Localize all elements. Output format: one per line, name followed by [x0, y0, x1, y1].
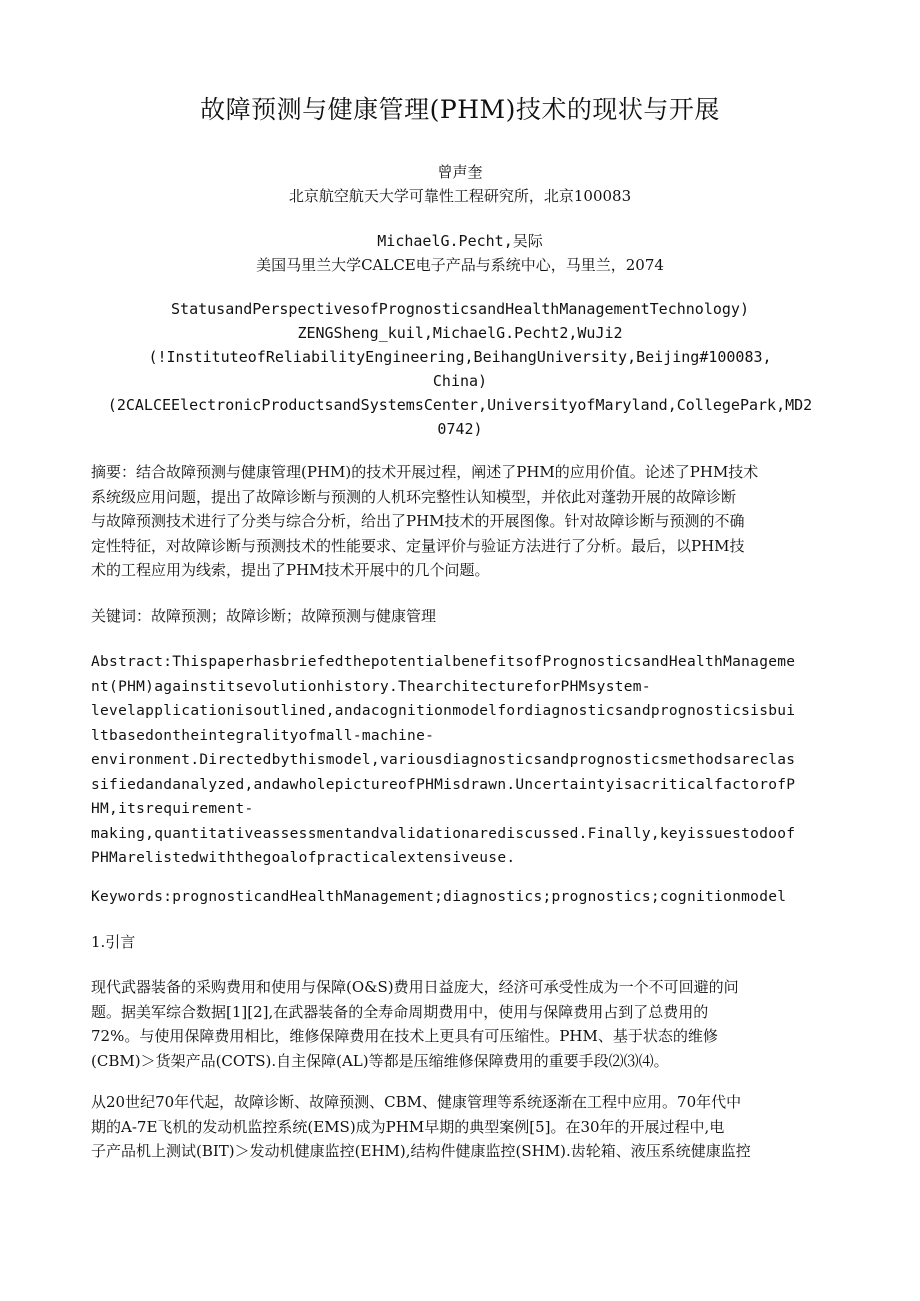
author-affiliation-cn: 北京航空航天大学可靠性工程研究所，北京100083: [288, 187, 632, 205]
abstract-en-line: Abstract:ThispaperhasbriefedthepotentialbenefitsofPrognosticsandHealthManageme: [91, 654, 796, 670]
author-affiliation-2: 美国马里兰大学CALCE电子产品与系统中心，马里兰，2074: [256, 256, 664, 274]
paragraph-line: 现代武器装备的采购费用和使用与保障(O&S)费用日益庞大，经济可承受性成为一个不可回避的问: [91, 978, 739, 996]
paragraph-line: 子产品机上测试(BIT)＞发动机健康监控(EHM),结构件健康监控(SHM).齿轮箱、液压系统健康监控: [91, 1142, 751, 1160]
abstract-en-line: HM,itsrequirement-: [91, 801, 254, 817]
paragraph-line: 期的A-7E飞机的发动机监控系统(EMS)成为PHM早期的典型案例[5]。在30年的开展过程中,电: [91, 1117, 725, 1136]
abstract-en-line: ltbasedontheintegralityofmall-machine-: [91, 727, 435, 744]
english-affiliation-1-cont: China): [432, 372, 488, 390]
abstract-en-line: PHMarelistedwiththegoalofpracticalextensiveuse.: [91, 850, 516, 866]
author-name-cn: 曾声奎: [437, 163, 483, 181]
paper-title: 故障预测与健康管理(PHM)技术的现状与开展: [200, 95, 720, 124]
abstract-cn-line: 术的工程应用为线索，提出了PHM技术开展中的几个问题。: [91, 561, 490, 579]
abstract-en: [91, 650, 831, 871]
abstract-en-line: making,quantitativeassessmentandvalidationarediscussed.Finally,keyissuestodoof: [91, 825, 796, 842]
english-authors: ZENGSheng_kuil,MichaelG.Pecht2,WuJi2: [297, 324, 623, 342]
abstract-en-line: sifiedandanalyzed,andawholepictureofPHMisdrawn.UncertaintyisacriticalfactorofP: [91, 776, 796, 793]
abstract-cn-line: 系统级应用问题，提出了故障诊断与预测的人机环完整性认知模型，并依此对蓬勃开展的故障诊断: [91, 487, 737, 506]
abstract-cn-line: 定性特征，对故障诊断与预测技术的性能要求、定量评价与验证方法进行了分析。最后，以PHM技: [91, 536, 745, 555]
abstract-en-line: environment.Directedbythismodel,variousdiagnosticsandprognosticsmethodsareclas: [91, 752, 796, 768]
paragraph-2: [91, 1090, 831, 1164]
paragraph-line: 从20世纪70年代起，故障诊断、故障预测、CBM、健康管理等系统逐渐在工程中应用。70年代中: [91, 1093, 742, 1111]
english-affiliation-2: (2CALCEElectronicProductsandSystemsCenter,UniversityofMaryland,CollegePark,MD2: [107, 396, 813, 414]
paragraph-1: [91, 975, 831, 1073]
abstract-en-line: levelapplicationisoutlined,andacognitionmodelfordiagnosticsandprognosticsisbui: [91, 703, 796, 719]
paragraph-line: 72%。与使用保障费用相比，维修保障费用在技术上更具有可压缩性。PHM、基于状态的维修: [91, 1027, 718, 1045]
paragraph-line: (CBM)＞货架产品(COTS).自主保障(AL)等都是压缩维修保障费用的重要手段⑵⑶⑷。: [91, 1051, 669, 1070]
abstract-cn-line: 与故障预测技术进行了分类与综合分析，给出了PHM技术的开展图像。针对故障诊断与预测的不确: [91, 512, 745, 530]
author-names-2: MichaelG.Pecht,吴际: [377, 232, 543, 250]
english-affiliation-2-cont: 0742): [437, 420, 483, 438]
keywords-en: Keywords:prognosticandHealthManagement;diagnostics;prognostics;cognitionmodel: [91, 889, 787, 905]
abstract-cn: [91, 460, 831, 583]
keywords-cn: 关键词：故障预测；故障诊断；故障预测与健康管理: [91, 607, 437, 625]
section-heading: 1.引言: [91, 933, 136, 951]
abstract-en-line: nt(PHM)againstitsevolutionhistory.ThearchitectureforPHMsystem-: [91, 678, 651, 695]
paragraph-line: 题。据美军综合数据[1][2],在武器装备的全寿命周期费用中，使用与保障费用占到了总费用的: [91, 1002, 709, 1021]
english-title: StatusandPerspectivesofPrognosticsandHealthManagementTechnology): [171, 300, 749, 318]
english-affiliation-1: (!InstituteofReliabilityEngineering,BeihangUniversity,Beijing#100083,: [148, 348, 772, 366]
abstract-cn-line: 摘要：结合故障预测与健康管理(PHM)的技术开展过程，阐述了PHM的应用价值。论述了PHM技术: [91, 463, 759, 481]
